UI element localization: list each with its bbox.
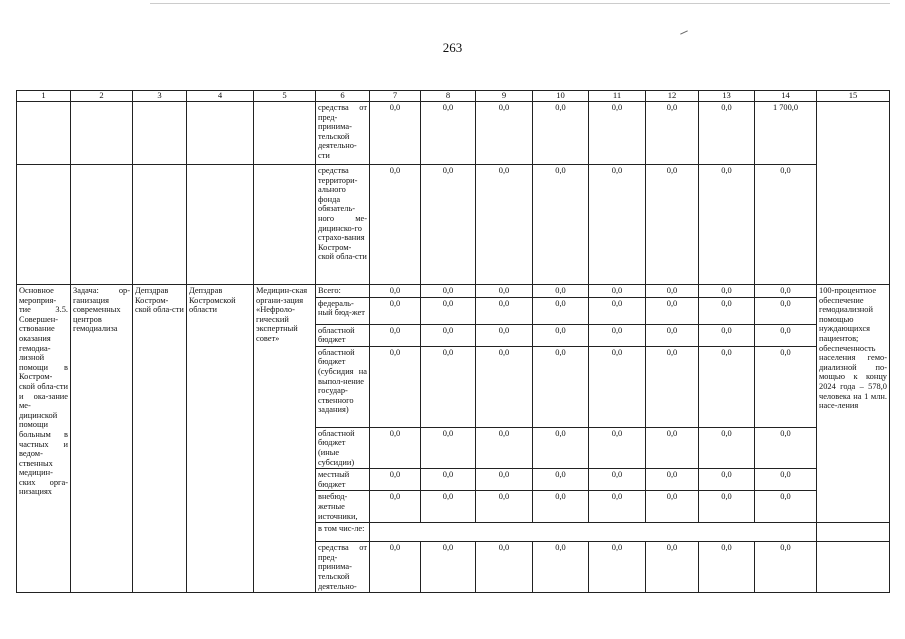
value-cell: 0,0: [370, 324, 421, 346]
funding-source-label: средства от пред-принима-тельской деятельно-: [316, 542, 370, 593]
table-row: [17, 102, 890, 165]
value-cell: 0,0: [533, 324, 589, 346]
value-cell: 0,0: [370, 427, 421, 468]
value-cell: 0,0: [370, 165, 421, 285]
empty-cell: [133, 165, 187, 285]
value-cell: 0,0: [755, 324, 817, 346]
funding-source-label: Всего:: [316, 285, 370, 298]
empty-merged-cell: [370, 523, 817, 542]
header-cell: 13: [699, 91, 755, 102]
co-executor: Депздрав Костромской области: [187, 285, 254, 593]
value-cell: 0,0: [699, 165, 755, 285]
value-cell: 0,0: [476, 427, 533, 468]
value-cell: 0,0: [589, 346, 646, 427]
value-cell: 0,0: [421, 102, 476, 165]
result-cell: [817, 102, 890, 285]
value-cell: 0,0: [699, 469, 755, 491]
value-cell: 0,0: [421, 427, 476, 468]
value-cell: 0,0: [421, 542, 476, 593]
value-cell: 0,0: [476, 491, 533, 523]
empty-cell: [187, 165, 254, 285]
value-cell: 0,0: [699, 297, 755, 324]
value-cell: 0,0: [533, 542, 589, 593]
header-cell: 3: [133, 91, 187, 102]
value-cell: 0,0: [699, 324, 755, 346]
value-cell: 0,0: [370, 491, 421, 523]
value-cell: 0,0: [646, 324, 699, 346]
responsible-executor: Депздрав Костром-ской обла-сти: [133, 285, 187, 593]
table-row: [17, 165, 890, 285]
value-cell: 0,0: [421, 491, 476, 523]
participant: Медицин-ская органи-зация «Нефроло-гический экспертный совет»: [254, 285, 316, 593]
funding-source-label: федераль-ный бюд-жет: [316, 297, 370, 324]
funding-source-label: областной бюджет (субсидия на выпол-нение государ-ственного задания): [316, 346, 370, 427]
value-cell: 0,0: [589, 324, 646, 346]
value-cell: 0,0: [646, 346, 699, 427]
header-cell: 4: [187, 91, 254, 102]
value-cell: 0,0: [476, 285, 533, 298]
value-cell: 0,0: [533, 165, 589, 285]
value-cell: 0,0: [646, 469, 699, 491]
value-cell: 0,0: [699, 346, 755, 427]
value-cell: 0,0: [370, 102, 421, 165]
funding-source-label: местный бюджет: [316, 469, 370, 491]
value-cell: 0,0: [533, 469, 589, 491]
value-cell: 0,0: [476, 165, 533, 285]
empty-cell: [71, 102, 133, 165]
value-cell: 0,0: [589, 427, 646, 468]
value-cell: 0,0: [533, 285, 589, 298]
value-cell: 0,0: [589, 285, 646, 298]
value-cell: 0,0: [533, 297, 589, 324]
value-cell: 0,0: [755, 346, 817, 427]
value-cell: 0,0: [755, 297, 817, 324]
header-cell: 15: [817, 91, 890, 102]
value-cell: 0,0: [646, 542, 699, 593]
value-cell: 0,0: [421, 346, 476, 427]
empty-cell: [254, 102, 316, 165]
value-cell: 0,0: [533, 427, 589, 468]
expected-result: 100-процентное обеспечение гемодиализной помощью нуждающихся пациентов; обеспеченность населения гемо-диализной по-мощью к концу 2024 года – 578,0 человека на 1 млн. насе-ления: [817, 285, 890, 523]
value-cell: 0,0: [421, 297, 476, 324]
empty-cell: [254, 165, 316, 285]
value-cell: 0,0: [476, 297, 533, 324]
empty-cell: [71, 165, 133, 285]
value-cell: 0,0: [589, 542, 646, 593]
value-cell: 0,0: [370, 346, 421, 427]
header-cell: 2: [71, 91, 133, 102]
empty-cell: [17, 165, 71, 285]
header-cell: 6: [316, 91, 370, 102]
value-cell: 0,0: [476, 346, 533, 427]
value-cell: 0,0: [755, 469, 817, 491]
value-cell: 0,0: [370, 542, 421, 593]
header-cell: 7: [370, 91, 421, 102]
page-number: 263: [442, 40, 463, 55]
value-cell: 0,0: [755, 427, 817, 468]
value-cell: 0,0: [646, 285, 699, 298]
value-cell: 0,0: [589, 469, 646, 491]
value-cell: 0,0: [755, 165, 817, 285]
table-row: [17, 285, 890, 298]
header-cell: 14: [755, 91, 817, 102]
value-cell: 0,0: [699, 285, 755, 298]
funding-source-label: в том чис-ле:: [316, 523, 370, 542]
value-cell: 0,0: [589, 165, 646, 285]
funding-source-label: областной бюджет (иные субсидии): [316, 427, 370, 468]
value-cell: 0,0: [370, 297, 421, 324]
empty-cell: [133, 102, 187, 165]
value-cell: 0,0: [533, 102, 589, 165]
value-cell: 0,0: [533, 346, 589, 427]
header-cell: 5: [254, 91, 316, 102]
value-cell: 0,0: [646, 297, 699, 324]
header-cell: 11: [589, 91, 646, 102]
value-cell: 0,0: [755, 491, 817, 523]
funding-source-label: внебюд-жетные источники,: [316, 491, 370, 523]
header-row: [17, 91, 890, 102]
value-cell: 1 700,0: [755, 102, 817, 165]
header-cell: 8: [421, 91, 476, 102]
empty-cell: [17, 102, 71, 165]
value-cell: 0,0: [646, 102, 699, 165]
empty-cell: [187, 102, 254, 165]
value-cell: 0,0: [421, 324, 476, 346]
scan-artifact-mark: [680, 30, 688, 34]
funding-source-label: областной бюджет: [316, 324, 370, 346]
activity-task: Задача: ор-ганизация современных центров гемодиализа: [71, 285, 133, 593]
value-cell: 0,0: [646, 491, 699, 523]
value-cell: 0,0: [755, 542, 817, 593]
scan-artifact: [150, 3, 890, 4]
value-cell: 0,0: [533, 491, 589, 523]
value-cell: 0,0: [476, 542, 533, 593]
value-cell: 0,0: [699, 102, 755, 165]
value-cell: 0,0: [646, 165, 699, 285]
value-cell: 0,0: [699, 427, 755, 468]
header-cell: 1: [17, 91, 71, 102]
value-cell: 0,0: [370, 469, 421, 491]
activity-name: Основное мероприя-тие 3.5. Совершен-ствование оказания гемодиа-лизной помощи в Костром-ской обла-сти и ока-зание ме-дицинской помощи больным в частных и ведом-ственных медицин-ских орга-низациях: [17, 285, 71, 593]
value-cell: 0,0: [589, 297, 646, 324]
value-cell: 0,0: [589, 102, 646, 165]
value-cell: 0,0: [755, 285, 817, 298]
budget-table: [16, 90, 890, 593]
value-cell: 0,0: [476, 102, 533, 165]
header-cell: 12: [646, 91, 699, 102]
empty-cell: [817, 542, 890, 593]
value-cell: 0,0: [370, 285, 421, 298]
value-cell: 0,0: [421, 469, 476, 491]
header-cell: 9: [476, 91, 533, 102]
value-cell: 0,0: [646, 427, 699, 468]
empty-cell: [817, 523, 890, 542]
value-cell: 0,0: [589, 491, 646, 523]
value-cell: 0,0: [421, 165, 476, 285]
funding-source-label: средства территори-ального фонда обязатель-ного ме-дицинско-го страхо-вания Костром-ской обла-сти: [316, 165, 370, 285]
value-cell: 0,0: [421, 285, 476, 298]
value-cell: 0,0: [476, 469, 533, 491]
funding-source-label: средства от пред-принима-тельской деятельно-сти: [316, 102, 370, 165]
value-cell: 0,0: [699, 491, 755, 523]
value-cell: 0,0: [476, 324, 533, 346]
header-cell: 10: [533, 91, 589, 102]
value-cell: 0,0: [699, 542, 755, 593]
